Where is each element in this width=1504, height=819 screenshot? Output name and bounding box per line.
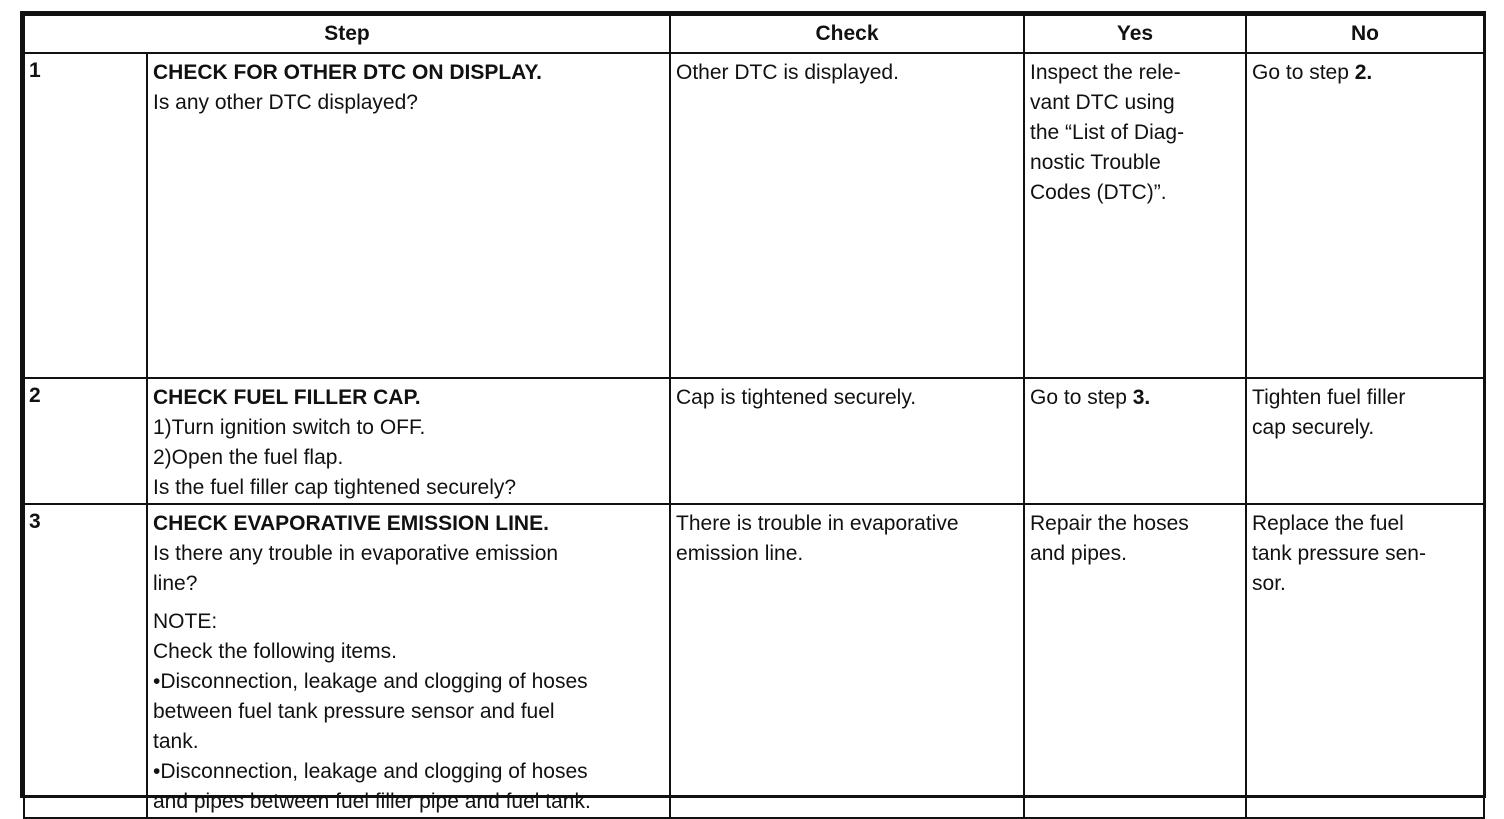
diagnostic-table-frame	[20, 11, 1486, 813]
no-line: Replace the fuel	[1252, 512, 1404, 535]
no-cell	[1246, 504, 1484, 818]
no-text: Go to step	[1252, 61, 1355, 84]
note-line: Check the following items.	[153, 640, 397, 663]
step-title: CHECK FUEL FILLER CAP.	[153, 386, 421, 409]
step-number: 1	[24, 53, 147, 378]
yes-line: nostic Trouble	[1030, 151, 1161, 174]
note-line: and pipes between fuel filler pipe and fuel tank.	[153, 790, 591, 813]
note-line: •Disconnection, leakage and clogging of hoses	[153, 670, 588, 693]
header-no: No	[1246, 15, 1484, 53]
step-line: Is there any trouble in evaporative emission	[153, 542, 559, 565]
note-line: tank.	[153, 730, 199, 753]
note-line: •Disconnection, leakage and clogging of hoses	[153, 760, 588, 783]
step-title: CHECK FOR OTHER DTC ON DISPLAY.	[153, 61, 542, 84]
yes-cell	[1024, 504, 1246, 818]
check-text: Other DTC is displayed.	[676, 61, 899, 84]
note-line: between fuel tank pressure sensor and fuel	[153, 700, 555, 723]
no-line: tank pressure sen-	[1252, 542, 1426, 565]
no-line: Tighten fuel filler	[1252, 386, 1406, 409]
step-description	[147, 53, 670, 378]
no-cell	[1246, 53, 1484, 378]
step-reference: 2.	[1354, 61, 1373, 84]
header-yes: Yes	[1024, 15, 1246, 53]
check-cell	[670, 378, 1024, 504]
yes-text: Go to step	[1030, 386, 1133, 409]
table-row	[24, 53, 1484, 378]
yes-line: Inspect the rele-	[1030, 61, 1181, 84]
table-row	[24, 504, 1484, 818]
step-number: 3	[24, 504, 147, 818]
step-description	[147, 504, 670, 818]
yes-cell	[1024, 378, 1246, 504]
yes-line: Codes (DTC)”.	[1030, 181, 1167, 204]
no-line: cap securely.	[1252, 416, 1375, 439]
yes-line: and pipes.	[1030, 542, 1127, 565]
check-line: There is trouble in evaporative	[676, 512, 959, 535]
step-number: 2	[24, 378, 147, 504]
note-label: NOTE:	[153, 610, 218, 633]
step-line: Is the fuel filler cap tightened securely?	[153, 476, 517, 499]
no-cell	[1246, 378, 1484, 504]
yes-line: Repair the hoses	[1030, 512, 1189, 535]
yes-line: vant DTC using	[1030, 91, 1175, 114]
step-title: CHECK EVAPORATIVE EMISSION LINE.	[153, 512, 549, 535]
step-description	[147, 378, 670, 504]
step-line: 1)Turn ignition switch to OFF.	[153, 416, 426, 439]
yes-line: the “List of Diag-	[1030, 121, 1185, 144]
step-line: 2)Open the fuel flap.	[153, 446, 344, 469]
check-cell	[670, 53, 1024, 378]
header-step: Step	[24, 15, 670, 53]
no-line: sor.	[1252, 572, 1286, 595]
check-cell	[670, 504, 1024, 818]
check-text: Cap is tightened securely.	[676, 386, 917, 409]
diagnostic-table	[23, 14, 1485, 819]
yes-cell	[1024, 53, 1246, 378]
header-row	[24, 15, 1484, 53]
step-line: Is any other DTC displayed?	[153, 91, 418, 114]
step-line: line?	[153, 572, 198, 595]
check-line: emission line.	[676, 542, 804, 565]
step-reference: 3.	[1132, 386, 1151, 409]
header-check: Check	[670, 15, 1024, 53]
table-row	[24, 378, 1484, 504]
